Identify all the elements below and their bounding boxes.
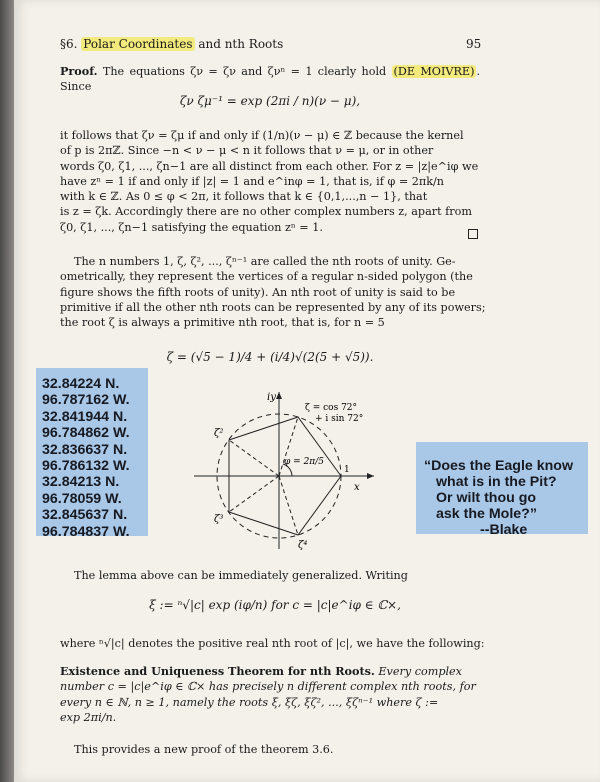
proof-line1-a: The equations ζν = ζν and ζνⁿ = 1 clearly hold	[102, 65, 387, 78]
lemma-line: The lemma above can be immediately generalized. Writing	[74, 569, 408, 582]
header-title: and nth Roots	[198, 37, 284, 51]
zeta2-label: ζ²	[214, 428, 224, 439]
zeta1-label: ζ = cos 72°	[305, 403, 358, 413]
proof-first-line	[60, 64, 480, 95]
coordinate-line: 32.84224 N.	[42, 376, 120, 392]
roots-line: the root ζ is always a primitive nth root, that is, for n = 5	[60, 316, 385, 330]
zeta-formula: ζ = (√5 − 1)/4 + (i/4)√(2(5 + √5)).	[166, 350, 374, 364]
coordinate-line: 32.841944 N.	[42, 408, 128, 425]
theorem-line: every n ∈ ℕ, n ≥ 1, namely the roots ξ, ξζ, ξζ², ..., ξζⁿ⁻¹ where ζ :=	[60, 695, 439, 709]
zeta4-label: ζ⁴	[298, 540, 308, 551]
coordinate-line: 96.786132 W.	[42, 458, 130, 475]
phi-label: φ = 2π/5	[284, 457, 324, 467]
radius-zeta3	[229, 476, 279, 512]
theorem-first-words: Every complex	[378, 665, 462, 678]
one-label: 1	[344, 465, 350, 475]
page-gutter-shadow	[0, 0, 14, 782]
page-number: 95	[466, 37, 482, 51]
zeta1-label-b: + i sin 72°	[315, 414, 364, 424]
proof-line: it follows that ζν = ζμ if and only if (1/n)(ν − μ) ∈ ℤ because the kernel	[60, 129, 464, 142]
coordinates-sticky-note	[36, 368, 148, 540]
theorem-first-line	[60, 664, 486, 679]
roots-line: ometrically, they represent the vertices of a regular n-sided polygon (the	[60, 270, 473, 284]
proof-body	[60, 128, 486, 235]
coordinate-line: 96.787162 W.	[42, 392, 130, 409]
theorem-block	[60, 664, 486, 725]
y-axis-arrow-icon	[276, 392, 282, 399]
theorem-line: exp 2πi/n.	[60, 710, 117, 724]
roots-line: The n numbers 1, ζ, ζ², ..., ζⁿ⁻¹ are called the nth roots of unity. Ge-	[74, 255, 456, 268]
coordinate-line: 32.836637 N.	[42, 441, 128, 458]
radius-zeta4	[279, 476, 298, 535]
proof-line: is z = ζk. Accordingly there are no other complex numbers z, apart from	[60, 205, 472, 219]
quote-attribution: --Blake	[480, 522, 528, 538]
lemma-after: where ⁿ√|c| denotes the positive real nth root of |c|, we have the following:	[60, 637, 485, 650]
de-moivre-highlight: (DE MOIVRE)	[393, 65, 475, 78]
coordinate-line: 96.78059 W.	[42, 490, 122, 507]
roots-line: primitive if all the other nth roots can be represented by any of its powers;	[60, 300, 486, 314]
axis-y-label: iy	[267, 392, 276, 403]
quote-sticky-note	[416, 442, 588, 538]
xi-formula: ξ := ⁿ√|c| exp (iφ/n) for c = |c|e^iφ ∈ ℂ×,	[149, 598, 401, 612]
quote-line: “Does the Eagle know	[424, 458, 574, 474]
x-axis-arrow-icon	[367, 473, 374, 479]
coordinate-line: 96.784862 W.	[42, 425, 130, 442]
running-header	[60, 37, 283, 51]
axis-x-label: x	[354, 482, 360, 493]
qed-square-icon	[468, 229, 478, 239]
proof-label: Proof.	[60, 64, 98, 78]
coordinate-line: 32.845637 N.	[42, 507, 128, 524]
roots-of-unity-figure	[174, 384, 404, 554]
roots-line: figure shows the fifth roots of unity). An nth root of unity is said to be	[60, 285, 456, 299]
coordinate-line: 32.84213 N.	[42, 474, 120, 491]
proof-line1-b: . Since	[60, 65, 480, 94]
proof-line: have zⁿ = 1 if and only if |z| = 1 and e^inφ = 1, that is, if φ = 2πk/n	[60, 174, 444, 188]
quote-line: ask the Mole?”	[436, 506, 537, 522]
roots-paragraph	[60, 254, 486, 330]
closing-line: This provides a new proof of the theorem 3.6.	[74, 743, 334, 756]
section-number: §6.	[60, 37, 78, 51]
quote-line: what is in the Pit?	[436, 474, 557, 490]
quote-line: Or wilt thou go	[436, 490, 537, 506]
theorem-title: Existence and Uniqueness Theorem for nth Roots.	[60, 664, 375, 678]
coordinate-line: 96.784837 W.	[42, 523, 130, 540]
proof-formula: ζν ζμ⁻¹ = exp (2πi / n)(ν − μ),	[179, 94, 361, 108]
proof-line: ζ0, ζ1, ..., ζn−1 satisfying the equation zⁿ = 1.	[60, 220, 323, 234]
proof-line: words ζ0, ζ1, ..., ζn−1 are all distinct from each other. For z = |z|e^iφ we	[60, 159, 479, 173]
radius-zeta2	[229, 440, 279, 476]
proof-line: with k ∈ ℤ. As 0 ≤ φ < 2π, it follows that k ∈ {0,1,...,n − 1}, that	[60, 190, 428, 204]
zeta3-label: ζ³	[214, 514, 224, 525]
proof-line: of p is 2πℤ. Since −n < ν − μ < n it follows that ν = μ, or in other	[60, 144, 434, 158]
theorem-line: number c = |c|e^iφ ∈ ℂ× has precisely n different complex nth roots, for	[60, 680, 476, 694]
header-highlight: Polar Coordinates	[83, 37, 193, 51]
